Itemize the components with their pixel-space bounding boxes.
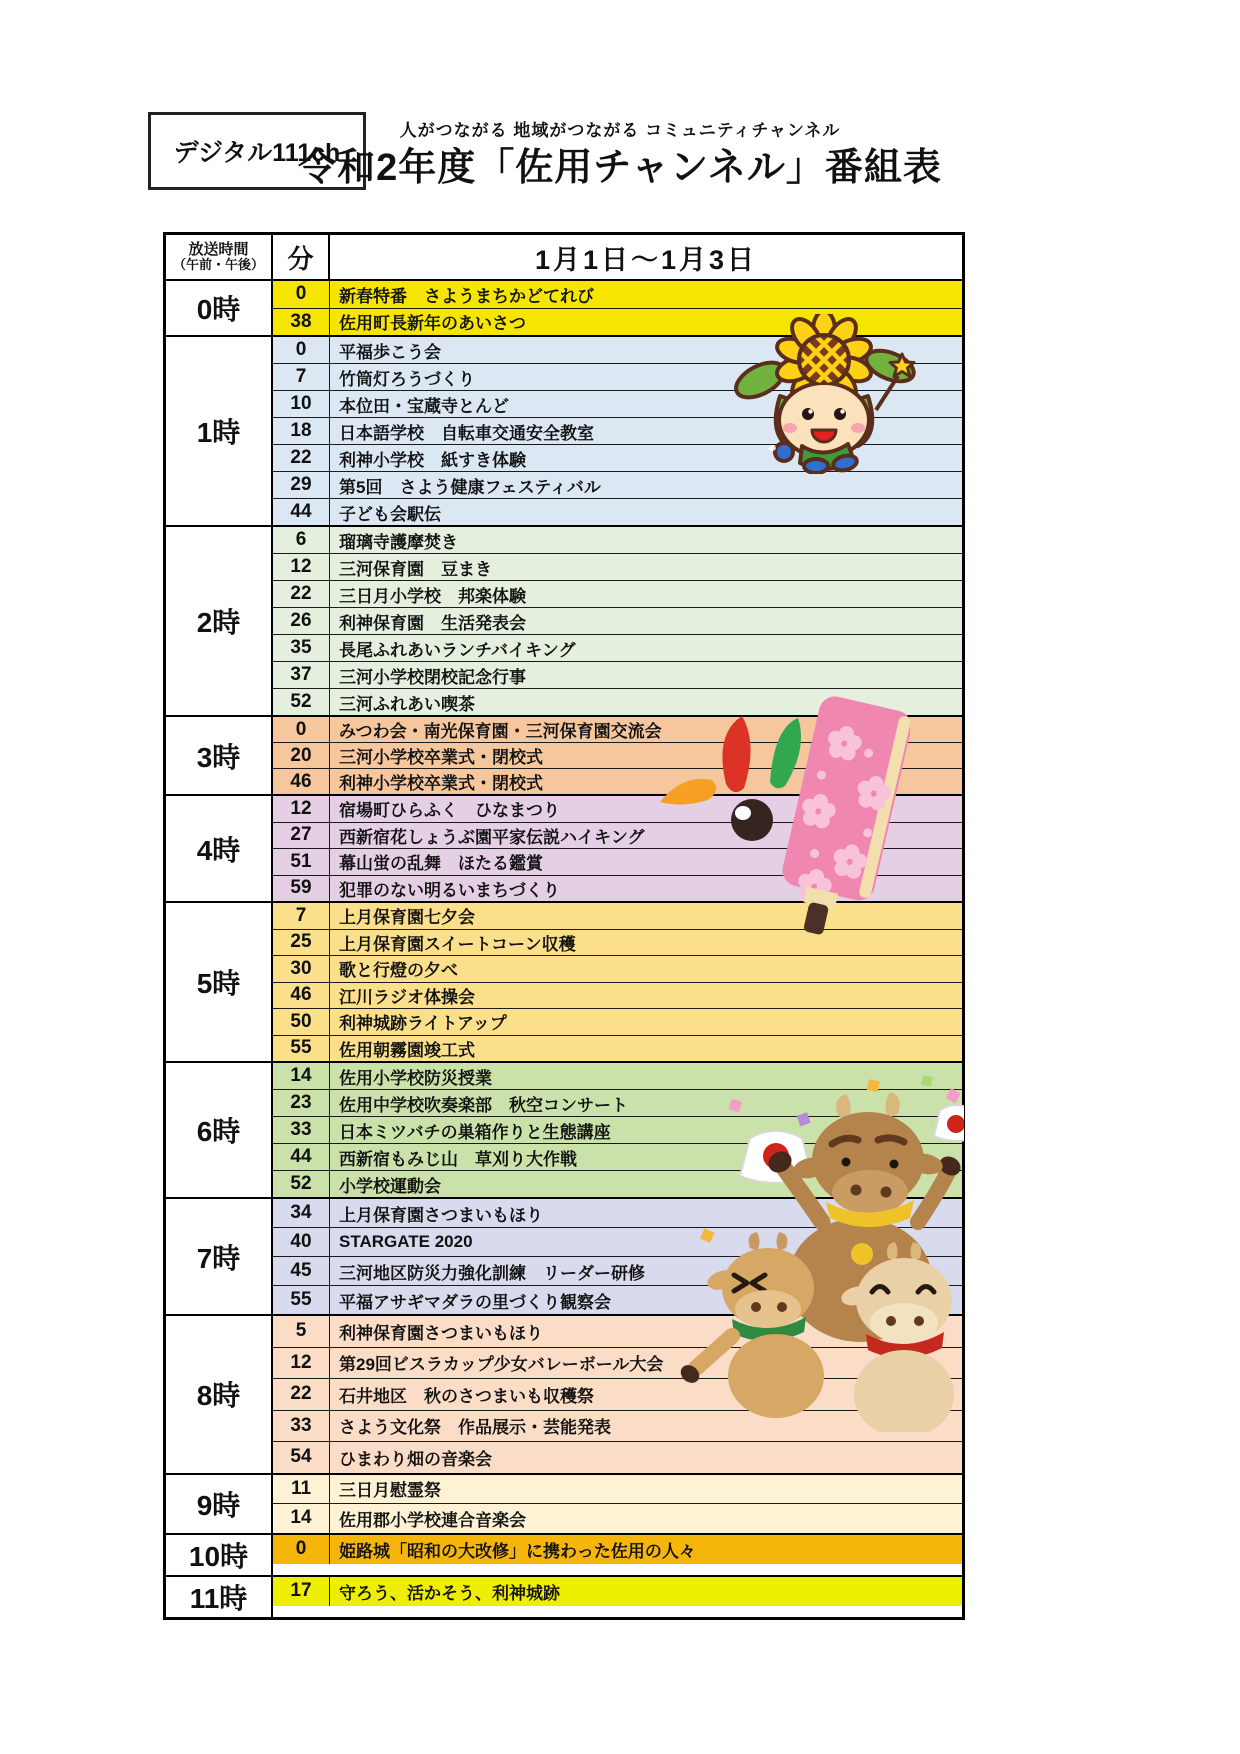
hour-rows <box>273 717 962 794</box>
program-title: 平福歩こう会 <box>339 342 441 362</box>
channel-badge-label: デジタル111ch <box>173 139 341 167</box>
hour-rows <box>273 1316 962 1473</box>
table-body <box>166 281 962 1617</box>
minute-cell: 40 <box>273 1228 330 1256</box>
minute-cell: 44 <box>273 1144 330 1170</box>
program-title: 佐用町長新年のあいさつ <box>339 314 526 334</box>
minute-cell: 27 <box>273 823 330 849</box>
hour-rows <box>273 796 962 901</box>
minute-cell: 6 <box>273 527 330 553</box>
program-title: 日本語学校 自転車交通安全教室 <box>339 423 594 443</box>
minute-cell: 0 <box>273 717 330 742</box>
program-title: 守ろう、活かそう、利神城跡 <box>339 1583 560 1603</box>
program-title: 平福アサギマダラの里づくり観察会 <box>339 1292 611 1312</box>
program-title: 石井地区 秋のさつまいも収穫祭 <box>339 1386 594 1406</box>
program-title: 姫路城「昭和の大改修」に携わった佐用の人々 <box>339 1541 696 1561</box>
program-row <box>273 363 962 390</box>
hour-label: 8時 <box>166 1316 273 1473</box>
program-row <box>273 742 962 768</box>
program-row <box>273 1008 962 1035</box>
minute-cell: 11 <box>273 1475 330 1504</box>
program-row <box>273 1347 962 1379</box>
minute-cell: 14 <box>273 1063 330 1089</box>
program-row <box>273 390 962 417</box>
minute-cell: 25 <box>273 930 330 956</box>
hour-section <box>166 1199 962 1316</box>
program-row <box>273 929 962 956</box>
program-title: 幕山蛍の乱舞 ほたる鑑賞 <box>339 854 543 874</box>
minute-cell: 22 <box>273 581 330 607</box>
minute-cell: 26 <box>273 608 330 634</box>
program-row <box>273 498 962 525</box>
program-row <box>273 527 962 553</box>
minute-cell: 0 <box>273 281 330 308</box>
broadcast-time-label: 放送時間 <box>188 240 249 258</box>
minute-cell: 45 <box>273 1257 330 1285</box>
program-title: 上月保育園スイートコーン収穫 <box>339 934 576 954</box>
program-row <box>273 768 962 794</box>
program-row <box>273 1035 962 1062</box>
hour-label: 0時 <box>166 281 273 335</box>
hour-rows <box>273 1577 962 1617</box>
table-header-row <box>166 235 962 281</box>
program-row <box>273 1535 962 1564</box>
program-row <box>273 580 962 607</box>
minute-cell: 12 <box>273 1348 330 1379</box>
program-row <box>273 848 962 875</box>
program-title: ひまわり畑の音楽会 <box>339 1449 492 1469</box>
program-row <box>273 796 962 822</box>
program-title: 第5回 さよう健康フェスティバル <box>339 477 601 497</box>
minute-cell: 14 <box>273 1504 330 1533</box>
hour-rows <box>273 527 962 715</box>
program-title: 佐用朝霧園竣工式 <box>339 1040 475 1060</box>
hour-rows <box>273 1535 962 1575</box>
hour-section <box>166 1063 962 1199</box>
program-row <box>273 553 962 580</box>
minute-cell: 55 <box>273 1286 330 1314</box>
program-row <box>273 1143 962 1170</box>
program-title: 第29回ビスラカップ少女バレーボール大会 <box>339 1355 664 1375</box>
minute-cell: 46 <box>273 983 330 1009</box>
hour-label: 1時 <box>166 337 273 525</box>
minute-cell: 12 <box>273 796 330 822</box>
minute-cell: 52 <box>273 689 330 715</box>
minute-cell: 33 <box>273 1117 330 1143</box>
program-row <box>273 337 962 363</box>
hour-section <box>166 1316 962 1475</box>
minute-cell: 51 <box>273 849 330 875</box>
program-title: 瑠璃寺護摩焚き <box>339 532 458 552</box>
hour-label: 10時 <box>166 1535 273 1575</box>
program-row <box>273 1199 962 1227</box>
program-row <box>273 1316 962 1347</box>
program-title: 三日月慰霊祭 <box>339 1481 441 1501</box>
program-row <box>273 1577 962 1606</box>
program-row <box>273 717 962 742</box>
program-title: 三河小学校閉校記念行事 <box>339 667 526 687</box>
program-title: 佐用中学校吹奏楽部 秋空コンサート <box>339 1095 628 1115</box>
minute-cell: 17 <box>273 1577 330 1606</box>
minute-cell: 52 <box>273 1171 330 1197</box>
hour-label: 3時 <box>166 717 273 794</box>
program-row <box>273 822 962 849</box>
program-title: 子ども会駅伝 <box>339 504 441 524</box>
program-row <box>273 982 962 1009</box>
program-row <box>273 1378 962 1410</box>
program-title: 三河保育園 豆まき <box>339 559 492 579</box>
minute-cell: 22 <box>273 1379 330 1410</box>
program-row <box>273 661 962 688</box>
col-header-minute: 分 <box>273 235 330 279</box>
hour-rows <box>273 1199 962 1314</box>
program-title: 竹筒灯ろうづくり <box>339 369 475 389</box>
program-row <box>273 308 962 336</box>
hour-section <box>166 281 962 337</box>
program-title: 利神保育園 生活発表会 <box>339 613 526 633</box>
hour-rows <box>273 1475 962 1533</box>
minute-cell: 18 <box>273 418 330 444</box>
program-row <box>273 1475 962 1504</box>
minute-cell: 10 <box>273 391 330 417</box>
program-row <box>273 1170 962 1197</box>
minute-cell: 7 <box>273 903 330 929</box>
minute-cell: 50 <box>273 1009 330 1035</box>
minute-cell: 44 <box>273 499 330 525</box>
program-row <box>273 1256 962 1285</box>
program-row <box>273 607 962 634</box>
minute-cell: 0 <box>273 337 330 363</box>
program-title: 西新宿もみじ山 草刈り大作戦 <box>339 1149 577 1169</box>
hour-label: 4時 <box>166 796 273 901</box>
program-title: STARGATE 2020 <box>339 1232 473 1251</box>
minute-cell: 59 <box>273 876 330 902</box>
minute-cell: 55 <box>273 1036 330 1062</box>
minute-cell: 30 <box>273 956 330 982</box>
program-title: 三河小学校卒業式・閉校式 <box>339 748 543 767</box>
program-title: 本位田・宝蔵寺とんど <box>339 396 509 416</box>
program-title: 歌と行燈の夕べ <box>339 961 458 981</box>
program-title: 三日月小学校 邦楽体験 <box>339 586 526 606</box>
program-title: 上月保育園さつまいもほり <box>339 1205 543 1225</box>
program-title: 西新宿花しょうぶ園平家伝説ハイキング <box>339 827 645 847</box>
hour-section <box>166 903 962 1063</box>
hour-rows <box>273 1063 962 1197</box>
minute-cell: 54 <box>273 1442 330 1473</box>
hour-label: 5時 <box>166 903 273 1061</box>
minute-cell: 7 <box>273 364 330 390</box>
program-row <box>273 688 962 715</box>
hour-section <box>166 1475 962 1535</box>
hour-label: 11時 <box>166 1577 273 1617</box>
program-title: 利神城跡ライトアップ <box>339 1014 507 1034</box>
program-title: 犯罪のない明るいまちづくり <box>339 880 560 900</box>
program-row <box>273 1410 962 1442</box>
program-title: 佐用郡小学校連合音楽会 <box>339 1510 526 1530</box>
minute-cell: 20 <box>273 743 330 768</box>
program-title: 利神保育園さつまいもほり <box>339 1323 543 1343</box>
program-title: 日本ミツバチの巣箱作りと生態講座 <box>339 1122 611 1142</box>
program-title: さよう文化祭 作品展示・芸能発表 <box>339 1418 611 1438</box>
minute-cell: 0 <box>273 1535 330 1564</box>
program-row <box>273 634 962 661</box>
program-title: 新春特番 さようまちかどてれび <box>339 286 594 306</box>
program-row <box>273 417 962 444</box>
page-title: 令和2年度「佐用チャンネル」番組表 <box>298 147 942 189</box>
program-title: 小学校運動会 <box>339 1176 441 1196</box>
program-title: 三河ふれあい喫茶 <box>339 694 475 714</box>
program-row <box>273 1503 962 1533</box>
tagline: 人がつながる 地域がつながる コミュニティチャンネル <box>399 121 841 140</box>
program-row <box>273 955 962 982</box>
program-title: みつわ会・南光保育園・三河保育園交流会 <box>339 722 662 741</box>
program-title: 上月保育園七夕会 <box>339 908 475 928</box>
program-row <box>273 1089 962 1116</box>
program-row <box>273 1227 962 1256</box>
hour-rows <box>273 903 962 1061</box>
col-header-broadcast-time <box>166 235 273 279</box>
program-title: 三河地区防災力強化訓練 リーダー研修 <box>339 1263 645 1283</box>
minute-cell: 33 <box>273 1411 330 1442</box>
broadcast-time-sublabel: （午前・午後） <box>172 257 264 273</box>
minute-cell: 37 <box>273 662 330 688</box>
minute-cell: 23 <box>273 1090 330 1116</box>
minute-cell: 34 <box>273 1199 330 1227</box>
hour-section <box>166 527 962 717</box>
hour-section <box>166 717 962 796</box>
hour-label: 6時 <box>166 1063 273 1197</box>
program-row <box>273 444 962 471</box>
minute-cell: 46 <box>273 769 330 794</box>
hour-section <box>166 337 962 527</box>
minute-cell: 29 <box>273 472 330 498</box>
hour-label: 7時 <box>166 1199 273 1314</box>
program-row <box>273 903 962 929</box>
program-title: 利神小学校 紙すき体験 <box>339 450 526 470</box>
minute-cell: 35 <box>273 635 330 661</box>
minute-cell: 12 <box>273 554 330 580</box>
program-row <box>273 1285 962 1314</box>
col-header-date-range: 1月1日～1月3日 <box>534 244 758 275</box>
program-title: 長尾ふれあいランチバイキング <box>339 640 576 660</box>
program-title: 宿場町ひらふく ひなまつり <box>339 801 560 821</box>
program-row <box>273 1441 962 1473</box>
hour-section <box>166 1535 962 1577</box>
hour-section <box>166 1577 962 1617</box>
hour-rows <box>273 337 962 525</box>
program-row <box>273 471 962 498</box>
program-row <box>273 281 962 308</box>
program-title: 利神小学校卒業式・閉校式 <box>339 774 543 793</box>
hour-rows <box>273 281 962 335</box>
hour-label: 2時 <box>166 527 273 715</box>
hour-label: 9時 <box>166 1475 273 1533</box>
program-title: 佐用小学校防災授業 <box>339 1068 492 1088</box>
program-row <box>273 1116 962 1143</box>
schedule-table <box>163 232 965 1620</box>
hour-section <box>166 796 962 903</box>
program-title: 江川ラジオ体操会 <box>339 987 475 1007</box>
minute-cell: 22 <box>273 445 330 471</box>
program-row <box>273 875 962 902</box>
program-row <box>273 1063 962 1089</box>
minute-cell: 38 <box>273 309 330 336</box>
minute-cell: 5 <box>273 1316 330 1347</box>
